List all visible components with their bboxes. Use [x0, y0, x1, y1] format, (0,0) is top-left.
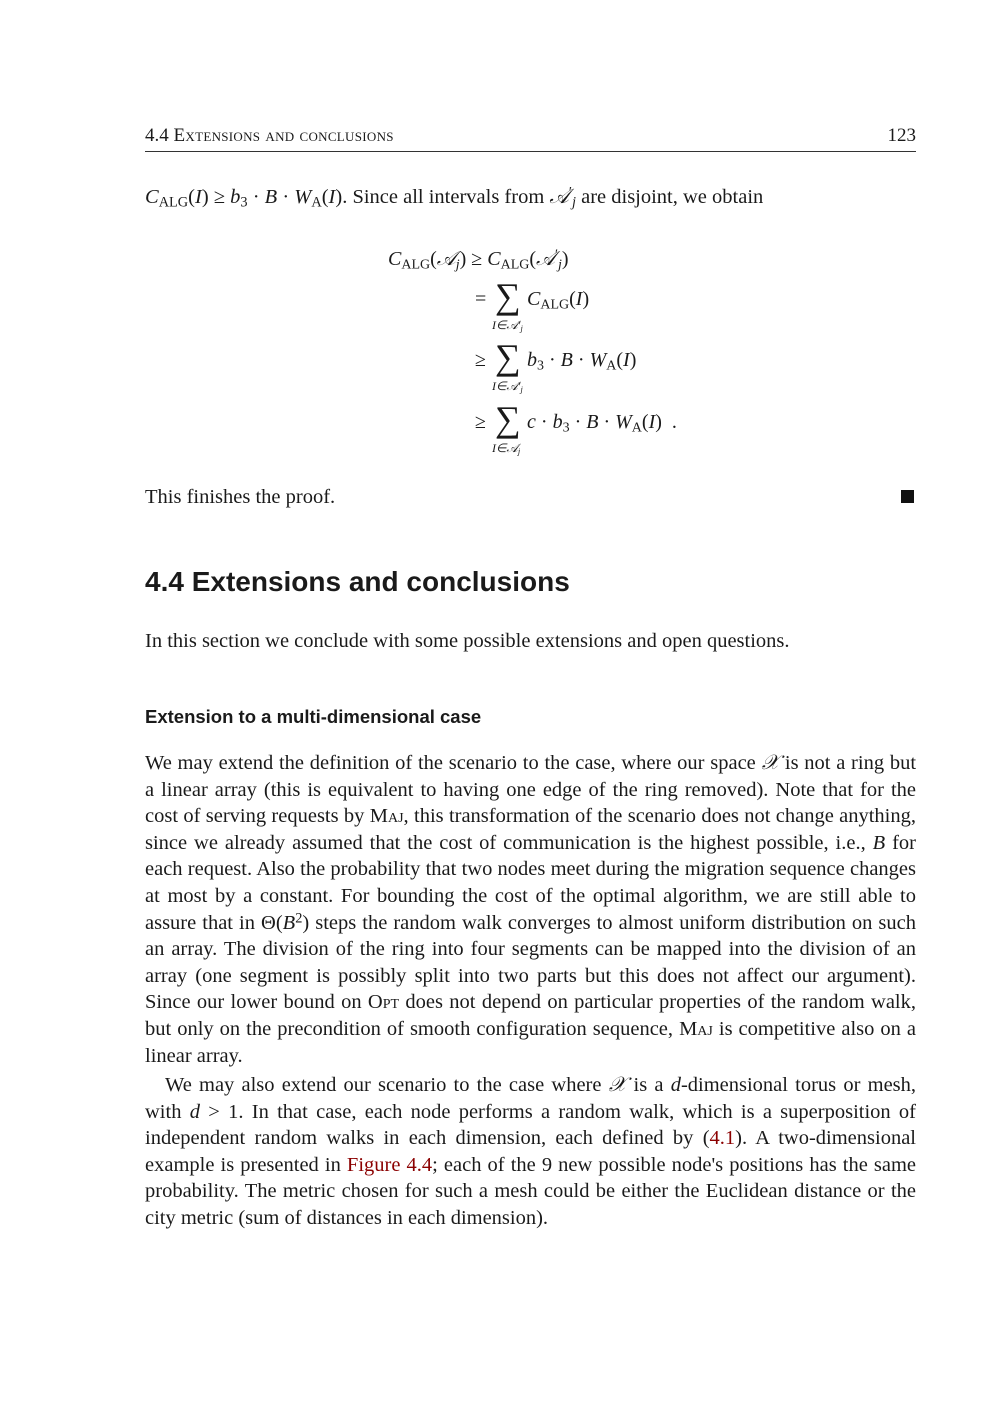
text-line-inequality: $C_{ALG}(I) \ge b_3 \cdot B \cdot W_A(I)$. Since all intervals from 𝒜′$_j$ are disjoint, we obtain — [145, 184, 764, 211]
header-section-title: Extensions and conclusions — [173, 125, 394, 146]
sum-symbol: ∑ — [495, 276, 521, 316]
p1-s2: is not a ring but a linear array (this is equivalent to having one edge of the ring removed). Note that for the cost of serving requests by — [145, 752, 917, 828]
equation-line-2: = — [475, 288, 487, 310]
p1-s4: for each request. Also the probability that two nodes meet during the migration sequence changes at most by a constant. For bounding the cost of the optimal algorithm, we are still able to assure that in — [145, 831, 917, 934]
sum-index: $I\in 𝒜'_j$ — [492, 379, 523, 395]
sum-index: $I\in 𝒜'_j$ — [492, 318, 523, 334]
header-section — [145, 125, 394, 147]
p2-s3: -dimensional torus or mesh, with — [145, 1074, 917, 1123]
p2-s2: is a — [633, 1074, 664, 1096]
opt-algorithm-name: Opt — [367, 991, 400, 1014]
equation-line-4: ≥ — [475, 411, 486, 433]
section-intro: In this section we conclude with some possible extensions and open questions. — [145, 630, 790, 652]
figure-reference-link[interactable]: Figure 4.4 — [346, 1153, 433, 1176]
equation-line-3: ≥ — [475, 349, 486, 371]
p2-s5: ). A two-dimensional example is presented in — [145, 1127, 916, 1176]
line1-text-a: . Since all intervals from — [342, 186, 545, 208]
sum-index: I∈𝒜$_j$ — [492, 441, 521, 457]
equation-line-1: $C_{ALG}(𝒜_j)$ ≥ $C_{ALG}(𝒜'_j)$ — [388, 247, 569, 273]
p1-s1: We may extend the definition of the scenario to the case, where our space — [145, 752, 756, 774]
section-heading: 4.4 Extensions and conclusions — [145, 566, 570, 597]
p1-s6: does not depend on particular properties of the random walk, but only on the precondition of smooth configuration sequence, — [145, 991, 917, 1040]
page — [145, 0, 916, 1414]
subsection-heading: Extension to a multi-dimensional case — [145, 706, 482, 727]
equation-line-3-term: $b_3 \cdot B \cdot W_A(I)$ — [527, 349, 637, 374]
equation-line-4-term: $c \cdot b_3 \cdot B \cdot W_A(I)$ . — [527, 411, 677, 436]
paragraph-2: We may also extend our scenario to the case where 𝒳 is a d-dimensional torus or mesh, with d > 1. In that case, each node performs a random walk, which is a superposition of independent random walks in each dimension, each defined by (4.1). A two-dimensional example is presented in Figure 4.4; each of the 9 new possible node's positions has the same probability. The metric chosen for such a mesh could be either the Euclidean distance or the city metric (sum of distances in each dimension). — [145, 1074, 917, 1229]
maj-algorithm-name: Maj — [369, 805, 404, 828]
p2-s6: ; each of the 9 new possible node's positions has the same probability. The metric chosen for such a mesh could be either the Euclidean distance or the city metric (sum of distances in each dimension). — [145, 1153, 917, 1229]
p1-s3: , this transformation of the scenario does not change anything, since we already assumed that the cost of communication is the highest possible, i.e., — [145, 805, 916, 854]
running-header — [145, 124, 916, 152]
p1-s5: steps the random walk converges to almost uniform distribution on such an array. The division of the ring into four segments can be mapped into the division of an array (one segment is possibly split into two parts but this does not affect our argument). Since our lower bound on — [145, 911, 917, 1014]
page-number: 123 — [887, 125, 916, 146]
header-section-number: 4.4 — [145, 125, 169, 146]
proof-end — [145, 486, 916, 509]
qed-square-icon — [901, 490, 914, 503]
p1-s7: is competitive also on a linear array. — [145, 1017, 916, 1067]
p2-s1: We may also extend our scenario to the case where — [165, 1074, 602, 1096]
paragraph-1: We may extend the definition of the scenario to the case, where our space 𝒳 is not a ring but a linear array (this is equivalent to having one edge of the ring removed). Note that for the cost of serving requests by Maj, this transformation of the scenario does not change anything, since we already assumed that the cost of communication is the highest possible, i.e., B for each request. Also the probability that two nodes meet during the migration sequence changes at most by a constant. For bounding the cost of the optimal algorithm, we are still able to assure that in $\Theta(B^2)$ steps the random walk converges to almost uniform distribution on such an array. The division of the ring into four segments can be mapped into the division of an array (one segment is possibly split into two parts but this does not affect our argument). Since our lower bound on Opt does not depend on particular properties of the random walk, but only on the precondition of smooth configuration sequence, Maj is competitive also on a linear array. — [145, 752, 917, 1067]
maj-algorithm-name: Maj — [679, 1017, 713, 1040]
equation-reference-link[interactable]: 4.1 — [709, 1127, 736, 1150]
sum-symbol: ∑ — [495, 399, 521, 439]
line1-text-b: are disjoint, we obtain — [581, 186, 764, 208]
p2-s4: . In that case, each node performs a random walk, which is a superposition of independent random walks in each dimension, each defined by ( — [145, 1100, 917, 1150]
sum-symbol: ∑ — [495, 337, 521, 377]
equation-line-2-term: $C_{ALG}(I)$ — [527, 288, 590, 313]
proof-end-text: This finishes the proof. — [145, 486, 336, 508]
display-equation — [145, 240, 916, 470]
